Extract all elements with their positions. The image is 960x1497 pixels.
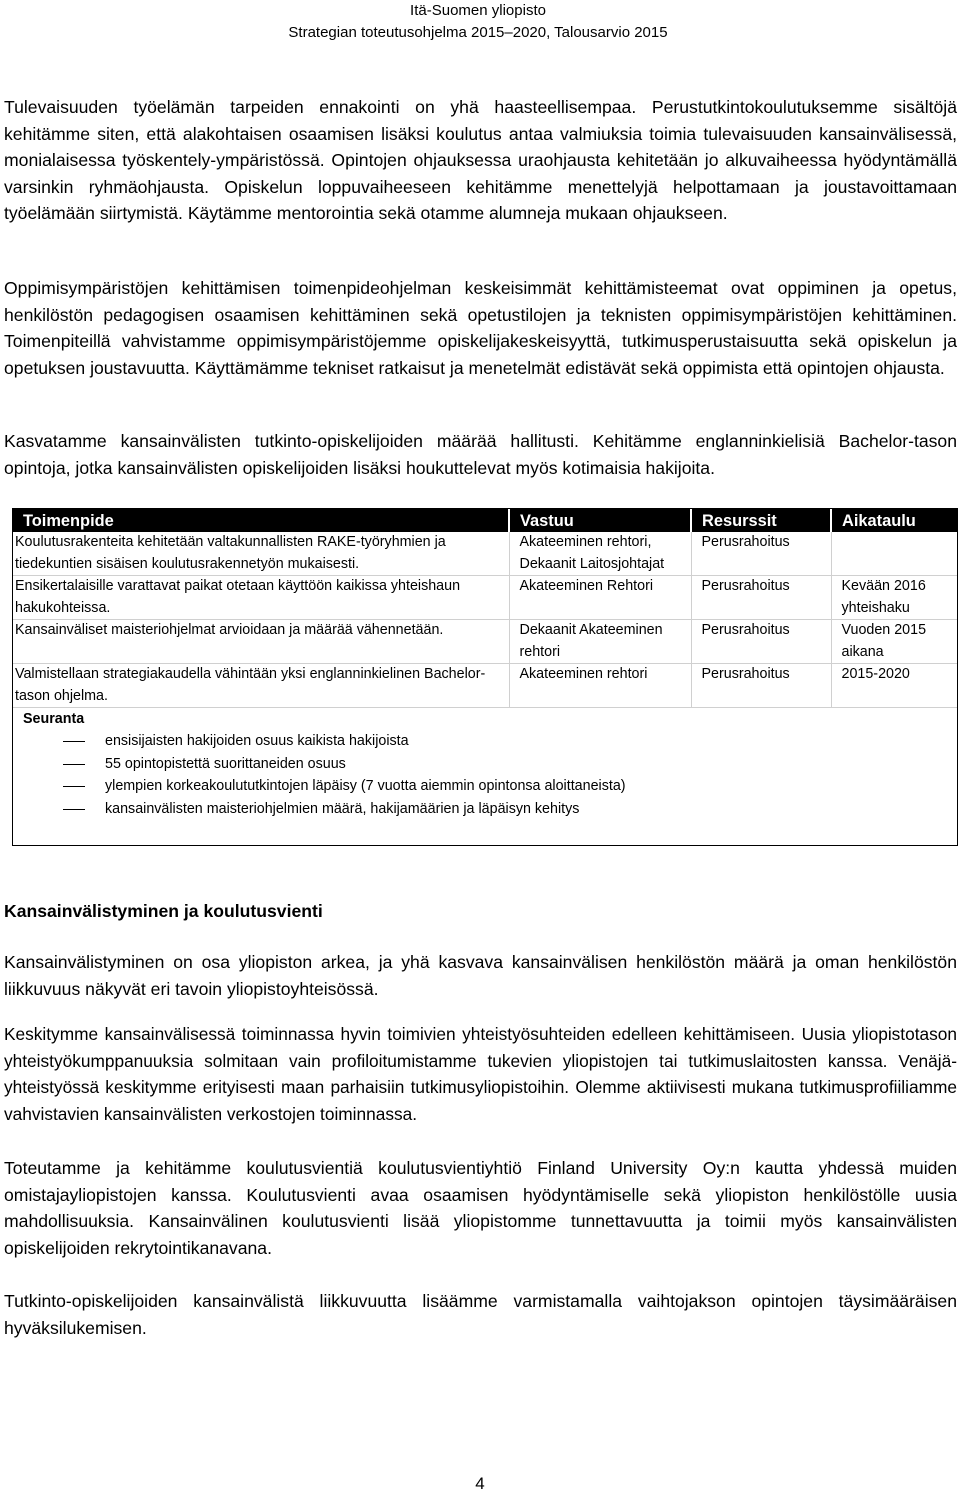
cell-action: Kansainväliset maisteriohjelmat arvioidaan ja määrää vähennetään. (13, 620, 509, 664)
actions-table-box (12, 508, 958, 846)
table-row (13, 664, 957, 708)
column-header-schedule: Aikataulu (831, 509, 957, 532)
cell-responsible: Akateeminen Rehtori (509, 576, 691, 620)
paragraph-working-life: Tulevaisuuden työelämän tarpeiden ennakointi on yhä haasteellisempaa. Perustutkintokoulutuksemme sisältöjä kehitämme siten, että alakohtaisen osaamisen lisäksi koulutus antaa valmiuksia toimia tulevaisuuden kansainvälisessä, monialaisessa työskentely-ympäristössä. Opintojen ohjauksessa uraohjausta kehitetään jo alkuvaiheessa hyödyntämällä varsinkin ryhmäohjausta. Opiskelun loppuvaiheeseen kehitämme menettelyjä helpottamaan ja joustavoittamaan työelämään siirtymistä. Käytämme mentorointia sekä otamme alumneja mukaan ohjaukseen. (4, 97, 957, 224)
paragraph-mobility: Tutkinto-opiskelijoiden kansainvälistä liikkuvuutta lisäämme varmistamalla vaihtojakson opintojen täysimääräisen hyväksilukemisen. (4, 1291, 957, 1338)
followup-item-text: ensisijaisten hakijoiden osuus kaikista hakijoista (105, 733, 409, 749)
page-header (268, 0, 688, 44)
page-number: 4 (475, 1474, 485, 1493)
list-item (23, 775, 951, 798)
dash-bullet-icon (63, 764, 85, 765)
followup-item-text: ylempien korkeakoulututkintojen läpäisy (7 vuotta aiemmin opintonsa aloittaneista) (105, 778, 626, 794)
cell-responsible: Akateeminen rehtori, Dekaanit Laitosjohtajat (509, 532, 691, 576)
cell-schedule (831, 532, 957, 576)
cell-schedule: Kevään 2016 yhteishaku (831, 576, 957, 620)
cell-responsible: Akateeminen rehtori (509, 664, 691, 708)
dash-bullet-icon (63, 809, 85, 810)
column-header-responsible: Vastuu (509, 509, 691, 532)
table-header-row (13, 509, 957, 532)
dash-bullet-icon (63, 741, 85, 742)
followup-title: Seuranta (23, 711, 85, 727)
header-document-title: Strategian toteutusohjelma 2015–2020, Talousarvio 2015 (288, 24, 668, 41)
cell-resources: Perusrahoitus (691, 532, 831, 576)
followup-item-text: kansainvälisten maisteriohjelmien määrä, hakijamäärien ja läpäisyn kehitys (105, 800, 580, 817)
list-item (23, 730, 951, 753)
paragraph-internationalisation: Kansainvälistyminen on osa yliopiston arkea, ja yhä kasvava kansainvälisen henkilöstön määrä ja oman henkilöstön liikkuvuus näkyvät eri tavoin yliopistoyhteisössä. (4, 952, 957, 999)
list-item (23, 798, 951, 821)
list-item (23, 753, 951, 776)
followup-row (13, 708, 957, 821)
actions-table (13, 509, 957, 820)
column-header-resources: Resurssit (691, 509, 831, 532)
cell-resources: Perusrahoitus (691, 576, 831, 620)
followup-list (23, 730, 951, 820)
paragraph-international-students: Kasvatamme kansainvälisten tutkinto-opiskelijoiden määrää hallitusti. Kehitämme englanninkielisiä Bachelor-tason opintoja, jotka kansainvälisten opiskelijoiden lisäksi houkuttelevat myös kotimaisia hakijoita. (4, 431, 957, 478)
dash-bullet-icon (63, 786, 85, 787)
cell-action: Valmistellaan strategiakaudella vähintään yksi englanninkielinen Bachelor- tason ohjelma. (13, 664, 509, 708)
paragraph-cooperation: Keskitymme kansainvälisessä toiminnassa hyvin toimivien yhteistyösuhteiden edelleen kehittämiseen. Uusia yliopistotason yhteistyökumppanuuksia solmitaan vain profiloitumistamme tukevien yliopistojen tai tutkimuslaitosten kanssa. Venäjä-yhteistyössä keskitymme erityisesti maan parhaisiin tutkimusyliopistoihin. Olemme aktiivisesti mukana tutkimusprofiiliamme vahvistavien kansainvälisten verkostojen toiminnassa. (4, 1024, 957, 1124)
cell-schedule: 2015-2020 (831, 664, 957, 708)
followup-cell (13, 708, 957, 821)
cell-action: Koulutusrakenteita kehitetään valtakunnallisten RAKE-työryhmien ja tiedekuntien sisäisen koulutusrakennetyön mukaisesti. (13, 532, 509, 576)
table-row (13, 620, 957, 664)
header-university: Itä-Suomen yliopisto (410, 2, 546, 19)
followup-item-text: 55 opintopistettä suorittaneiden osuus (105, 755, 346, 772)
cell-resources: Perusrahoitus (691, 620, 831, 664)
cell-resources: Perusrahoitus (691, 664, 831, 708)
cell-responsible: Dekaanit Akateeminen rehtori (509, 620, 691, 664)
table-row (13, 532, 957, 576)
cell-action: Ensikertalaisille varattavat paikat otetaan käyttöön kaikissa yhteishaun hakukohteissa. (13, 576, 509, 620)
paragraph-learning-environments: Oppimisympäristöjen kehittämisen toimenpideohjelman keskeisimmät kehittämisteemat ovat oppiminen ja opetus, henkilöstön pedagogisen osaamisen kehittäminen sekä opetustilojen ja teknisten oppimisympäristöjen kehittäminen. Toimenpiteillä vahvistamme oppimisympäristöjemme opiskelijakeskeisyyttä, tutkimusperustaisuutta sekä opiskelun ja opetuksen joustavuutta. Käyttämämme tekniset ratkaisut ja menetelmät edistävät sekä oppimista että opintojen ohjausta. (4, 278, 957, 378)
column-header-action: Toimenpide (13, 509, 509, 532)
paragraph-education-export: Toteutamme ja kehitämme koulutusvientiä koulutusvientiyhtiö Finland University Oy:n kautta yhdessä muiden omistajayliopistojen kanssa. Koulutusvienti avaa osaamisen hyödyntämiselle sekä yliopiston henkilöstölle uusia mahdollisuuksia. Kansainvälinen koulutusvienti lisää yliopistomme tunnettavuutta ja toimii myös kansainvälisten opiskelijoiden rekrytointikanavana. (4, 1158, 957, 1258)
table-row (13, 576, 957, 620)
section-heading-internationalisation: Kansainvälistyminen ja koulutusvienti (4, 901, 323, 921)
cell-schedule: Vuoden 2015 aikana (831, 620, 957, 664)
